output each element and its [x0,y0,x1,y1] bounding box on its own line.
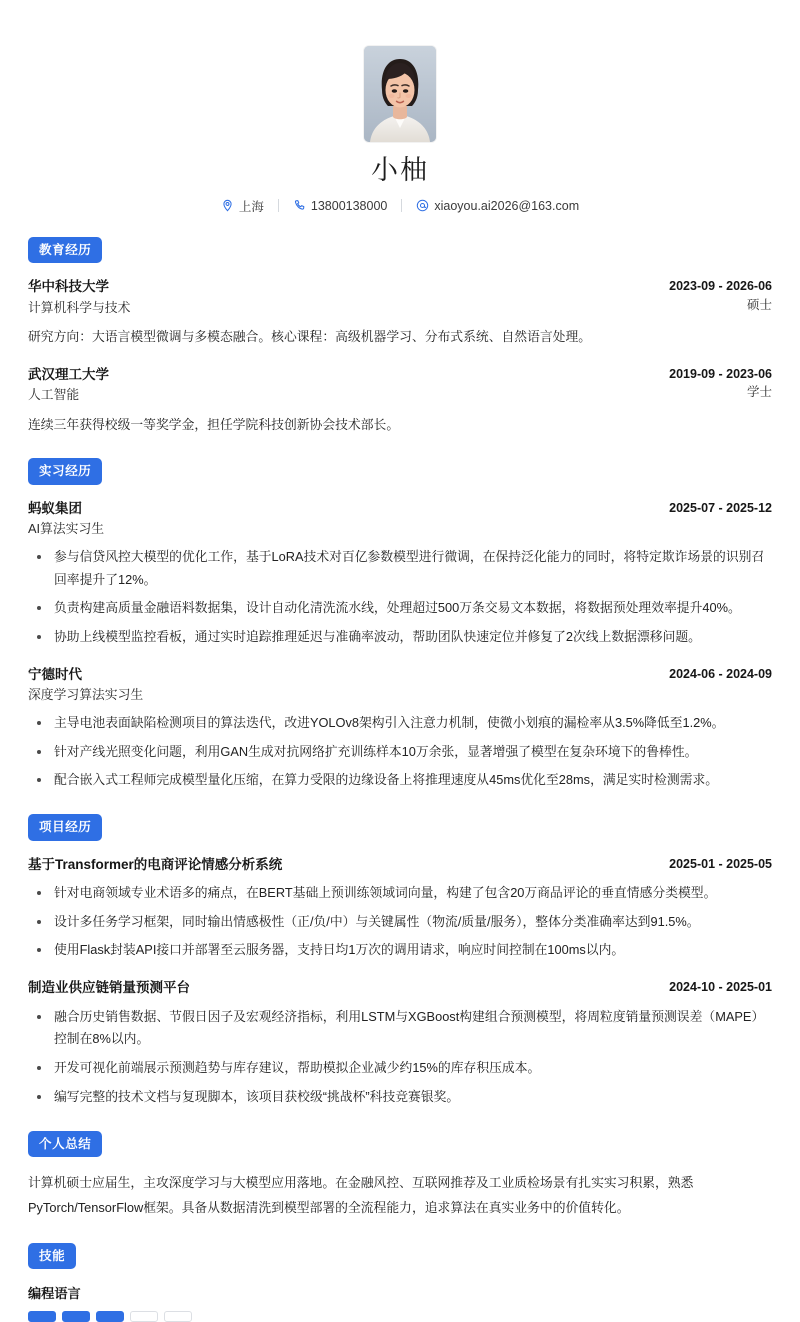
entry-right [669,665,772,684]
entry-organization: 制造业供应链销量预测平台 [28,980,190,996]
list-item: 使用Flask封装API接口并部署至云服务器，支持日均1万次的调用请求，响应时间控制在100ms以内。 [28,939,772,962]
entry-right [669,978,772,997]
list-item: 开发可视化前端展示预测趋势与库存建议，帮助模拟企业减少约15%的库存积压成本。 [28,1057,772,1080]
entry-right [669,277,772,315]
entry [28,978,772,1108]
entry-role: 人工智能 [28,386,80,402]
skill-group-name: 编程语言 [28,1286,81,1302]
rating-pip-filled [62,1311,90,1322]
entry-role: AI算法实习生 [28,520,105,536]
contact-phone [279,199,401,213]
rating-pip-empty [164,1311,192,1322]
section-internship [28,458,772,792]
entry-left [28,499,653,539]
list-item: 负责构建高质量金融语料数据集，设计自动化清洗流水线，处理超过500万条交易文本数据，将数据预处理效率提升40%。 [28,597,772,620]
rating-pip-filled [96,1311,124,1322]
entry-left [28,978,653,998]
list-item: 参与信贷风控大模型的优化工作，基于LoRA技术对百亿参数模型进行微调，在保持泛化能力的同时，将特定欺诈场景的识别召回率提升了12%。 [28,546,772,592]
entry-right [669,365,772,403]
avatar-photo-icon [364,46,436,142]
entry [28,855,772,963]
email-icon [416,199,429,212]
entry-degree: 硕士 [746,298,772,312]
rating-pip-filled [28,1311,56,1322]
section-education [28,237,772,436]
entry-organization: 基于Transformer的电商评论情感分析系统 [28,856,283,872]
entry-head [28,499,772,539]
entry-organization: 武汉理工大学 [28,366,109,382]
list-item: 针对产线光照变化问题，利用GAN生成对抗网络扩充训练样本10万余张，显著增强了模型在复杂环境下的鲁棒性。 [28,741,772,764]
section-body [28,277,772,436]
entry-note: 研究方向：大语言模型微调与多模态融合。核心课程：高级机器学习、分布式系统、自然语言处理。 [28,329,592,345]
entry-organization: 蚂蚁集团 [28,500,82,516]
entry-head [28,978,772,998]
entry-right [669,855,772,874]
summary-text: 计算机硕士应届生，主攻深度学习与大模型应用落地。在金融风控、互联网推荐及工业质检场景有扎实实习积累，熟悉PyTorch/TensorFlow框架。具备从数据清洗到模型部署的全流程能力，追求算法在真实业务中的价值转化。 [28,1175,694,1216]
entry-role: 计算机科学与技术 [28,299,131,315]
entry-head [28,365,772,405]
entry-bullet-list [28,712,772,792]
location-pin-icon [221,199,234,212]
resume-header [28,40,772,215]
entry [28,665,772,792]
entry [28,365,772,436]
section-badge-summary: 个人总结 [28,1131,102,1158]
list-item: 针对电商领域专业术语多的痛点，在BERT基础上预训练领域词向量，构建了包含20万商品评论的垂直情感分类模型。 [28,882,772,905]
contact-email [402,199,593,213]
page-title: 小柚 [371,155,429,185]
entry-head [28,277,772,317]
entry [28,277,772,348]
section-skills [28,1243,772,1322]
entry-head [28,665,772,705]
entry-dates: 2024-10 - 2025-01 [669,980,772,995]
entry-dates: 2024-06 - 2024-09 [669,666,772,681]
entry-dates: 2025-07 - 2025-12 [669,500,772,515]
skill-group [28,1283,772,1321]
entry [28,499,772,649]
entry-bullet-list [28,882,772,962]
skill-rating [28,1311,772,1322]
rating-pip-empty [130,1311,158,1322]
entry-note: 连续三年获得校级一等奖学金，担任学院科技创新协会技术部长。 [28,416,400,432]
contact-email-value: xiaoyou.ai2026@163.com [434,198,580,213]
contact-location [207,197,278,215]
contact-phone-value: 13800138000 [310,198,388,213]
entry-left [28,855,653,875]
section-badge-education: 教育经历 [28,237,102,264]
entry-dates: 2025-01 - 2025-05 [669,856,772,871]
list-item: 设计多任务学习框架，同时输出情感极性（正/负/中）与关键属性（物流/质量/服务），整体分类准确率达到91.5%。 [28,911,772,934]
entry-dates: 2023-09 - 2026-06 [669,279,772,294]
entry-left [28,665,653,705]
list-item: 协助上线模型监控看板，通过实时追踪推理延迟与准确率波动，帮助团队快速定位并修复了2次线上数据漂移问题。 [28,626,772,649]
section-badge-internship: 实习经历 [28,458,102,485]
skills-list [28,1283,772,1321]
entry-left [28,277,653,317]
entry-degree: 学士 [746,385,772,400]
entry-organization: 华中科技大学 [28,279,109,295]
entry-role: 深度学习算法实习生 [28,687,144,703]
section-projects [28,814,772,1108]
entry-left [28,365,653,405]
list-item: 配合嵌入式工程师完成模型量化压缩，在算力受限的边缘设备上将推理速度从45ms优化至28ms，满足实时检测需求。 [28,769,772,792]
list-item: 融合历史销售数据、节假日因子及宏观经济指标，利用LSTM与XGBoost构建组合预测模型，将周粒度销量预测误差（MAPE）控制在8%以内。 [28,1006,772,1052]
section-body [28,499,772,793]
list-item: 编写完整的技术文档与复现脚本，该项目获校级“挑战杯”科技竞赛银奖。 [28,1086,772,1109]
entry-bullet-list [28,1006,772,1109]
list-item: 主导电池表面缺陷检测项目的算法迭代，改进YOLOv8架构引入注意力机制，使微小划痕的漏检率从3.5%降低至1.2%。 [28,712,772,735]
section-badge-projects: 项目经历 [28,814,102,841]
entry-head [28,855,772,875]
avatar [364,46,436,142]
entry-right [669,499,772,518]
resume-sections [28,237,772,1109]
section-badge-skills: 技能 [28,1243,76,1270]
phone-icon [293,199,306,212]
contact-location-value: 上海 [238,199,264,214]
entry-dates: 2019-09 - 2023-06 [669,366,772,381]
entry-organization: 宁德时代 [28,666,82,682]
contact-row [28,197,772,215]
section-body [28,855,772,1109]
section-summary [28,1131,772,1221]
entry-bullet-list [28,546,772,649]
